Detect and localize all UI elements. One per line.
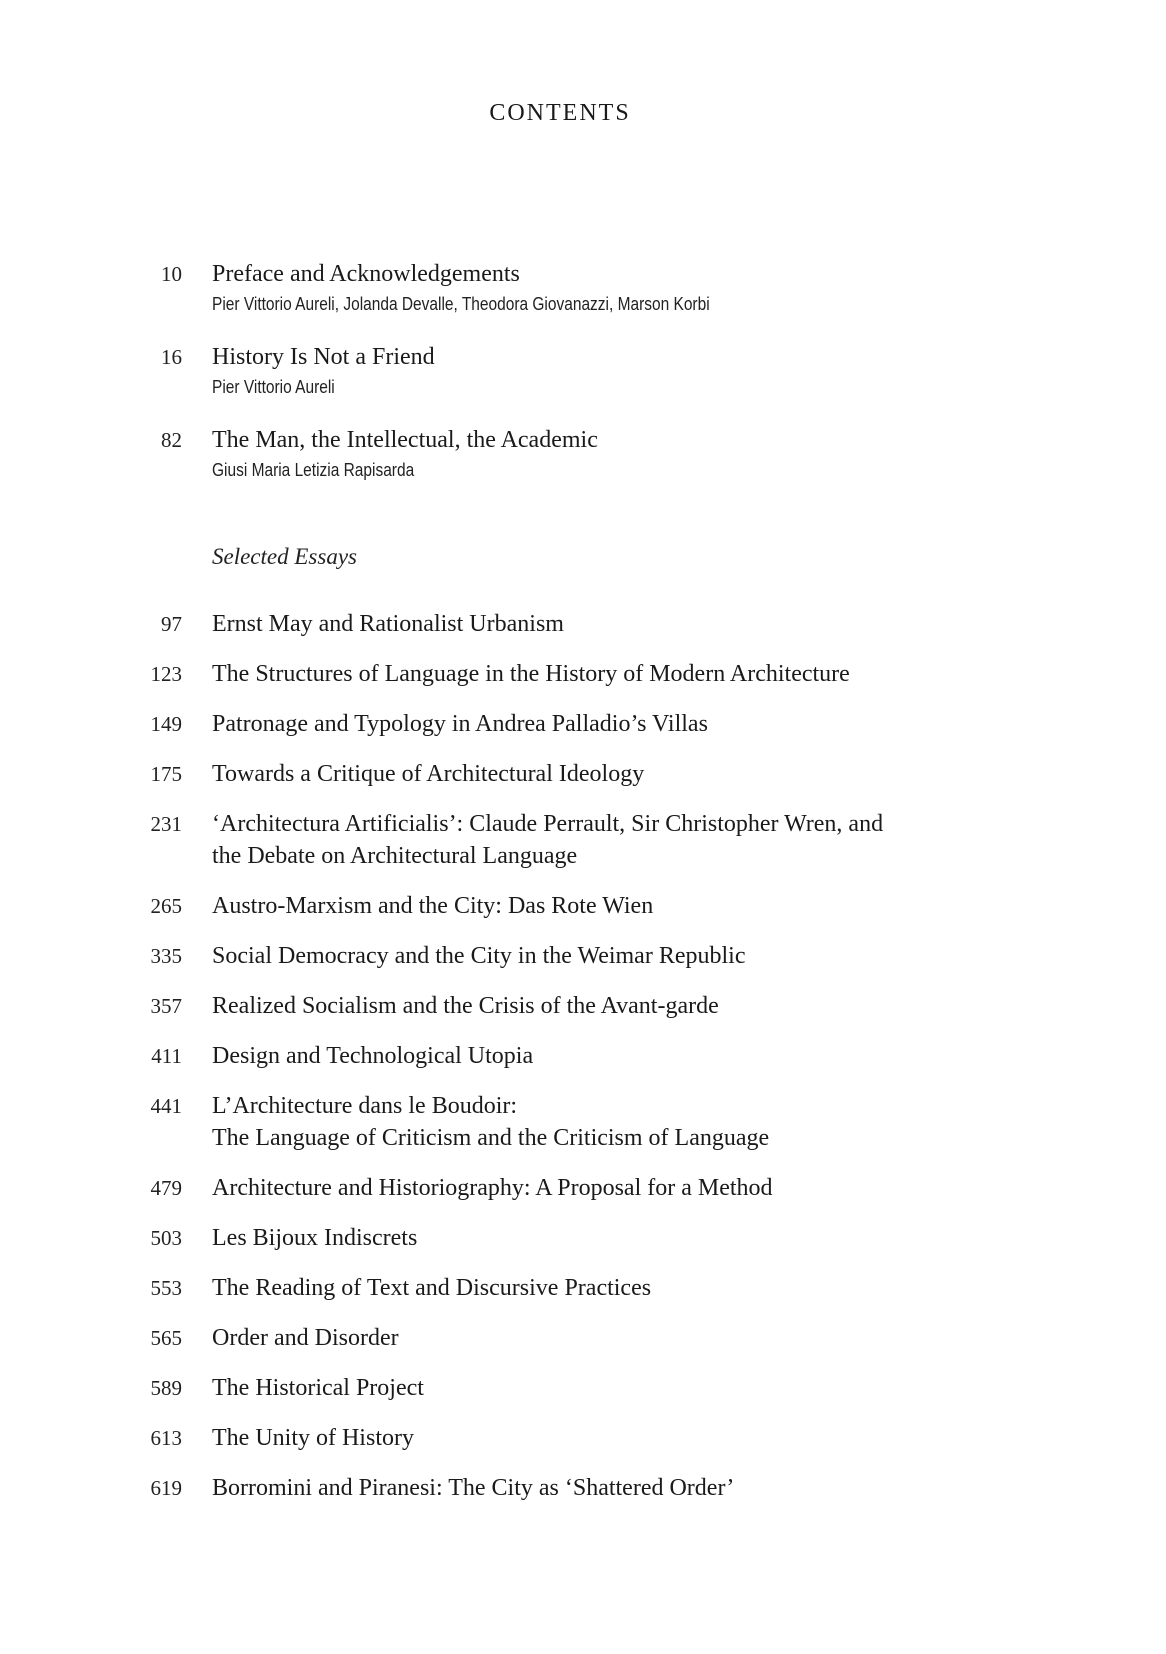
entry-title	[212, 1372, 972, 1404]
page-number: 411	[151, 1044, 182, 1068]
entry-title-line: Austro-Marxism and the City: Das Rote Wien	[212, 893, 654, 919]
entry-title-line: L’Architecture dans le Boudoir:	[212, 1093, 518, 1119]
page-number: 149	[150, 712, 182, 736]
entry-title-line: History Is Not a Friend	[212, 344, 435, 370]
entry-title	[212, 990, 972, 1022]
page-number: 97	[161, 612, 182, 636]
entry-title	[212, 658, 972, 690]
page-number: 613	[150, 1426, 182, 1450]
entry-title-line: Architecture and Historiography: A Proposal for a Method	[212, 1175, 773, 1201]
entry-title-line: The Language of Criticism and the Criticism of Language	[212, 1125, 770, 1151]
page-number: 82	[161, 428, 182, 452]
page-title: CONTENTS	[489, 100, 631, 126]
page-number: 16	[161, 345, 182, 369]
entry-title	[212, 1322, 972, 1354]
entry-title-line: Order and Disorder	[212, 1325, 399, 1351]
entry-title-line: the Debate on Architectural Language	[212, 843, 578, 869]
page-number: 619	[150, 1476, 182, 1500]
page-number: 335	[150, 944, 182, 968]
page-number: 553	[150, 1276, 182, 1300]
entry-title	[212, 1090, 972, 1154]
entry-title	[212, 1272, 972, 1304]
page-number: 10	[161, 262, 182, 286]
page-number: 503	[150, 1226, 182, 1250]
entry-authors: Pier Vittorio Aureli	[212, 377, 335, 397]
page-number: 479	[150, 1176, 182, 1200]
entry-title-line: The Man, the Intellectual, the Academic	[212, 427, 598, 453]
entry-title	[212, 808, 972, 872]
page-number: 565	[150, 1326, 182, 1350]
entry-authors: Pier Vittorio Aureli, Jolanda Devalle, Theodora Giovanazzi, Marson Korbi	[212, 294, 710, 314]
entry-authors: Giusi Maria Letizia Rapisarda	[212, 460, 415, 480]
entry-title	[212, 1422, 972, 1454]
entry-title-line: Design and Technological Utopia	[212, 1043, 534, 1069]
entry-title	[212, 1040, 972, 1072]
entry-title	[212, 608, 972, 640]
page-number: 123	[150, 662, 182, 686]
entry-title-line: Towards a Critique of Architectural Ideology	[212, 761, 645, 787]
page-number: 357	[150, 994, 182, 1018]
page-number: 441	[150, 1094, 182, 1118]
entry-title	[212, 1472, 972, 1504]
entry-title-line: The Reading of Text and Discursive Practices	[212, 1275, 652, 1301]
entry-title	[212, 258, 972, 290]
entry-title-line: Les Bijoux Indiscrets	[212, 1225, 418, 1251]
section-heading: Selected Essays	[212, 544, 357, 569]
entry-title-line: ‘Architectura Artificialis’: Claude Perrault, Sir Christopher Wren, and	[212, 811, 884, 837]
entry-title	[212, 890, 972, 922]
entry-title-line: Patronage and Typology in Andrea Palladio’s Villas	[212, 711, 708, 737]
entry-title	[212, 758, 972, 790]
entry-title-line: Realized Socialism and the Crisis of the Avant-garde	[212, 993, 719, 1019]
page-number: 231	[150, 812, 182, 836]
entry-title	[212, 940, 972, 972]
entry-title-line: The Historical Project	[212, 1375, 424, 1401]
entry-title	[212, 1222, 972, 1254]
entry-title-line: Preface and Acknowledgements	[212, 261, 520, 287]
entry-title-line: The Unity of History	[212, 1425, 414, 1451]
entry-title-line: Borromini and Piranesi: The City as ‘Shattered Order’	[212, 1475, 735, 1501]
entry-title-line: Social Democracy and the City in the Weimar Republic	[212, 943, 746, 969]
entry-title	[212, 424, 972, 456]
entry-title-line: The Structures of Language in the History of Modern Architecture	[212, 661, 850, 687]
entry-title	[212, 708, 972, 740]
entry-title	[212, 1172, 972, 1204]
page-number: 175	[150, 762, 182, 786]
entry-title-line: Ernst May and Rationalist Urbanism	[212, 611, 564, 637]
page-number: 589	[150, 1376, 182, 1400]
page-number: 265	[150, 894, 182, 918]
entry-title	[212, 341, 972, 373]
